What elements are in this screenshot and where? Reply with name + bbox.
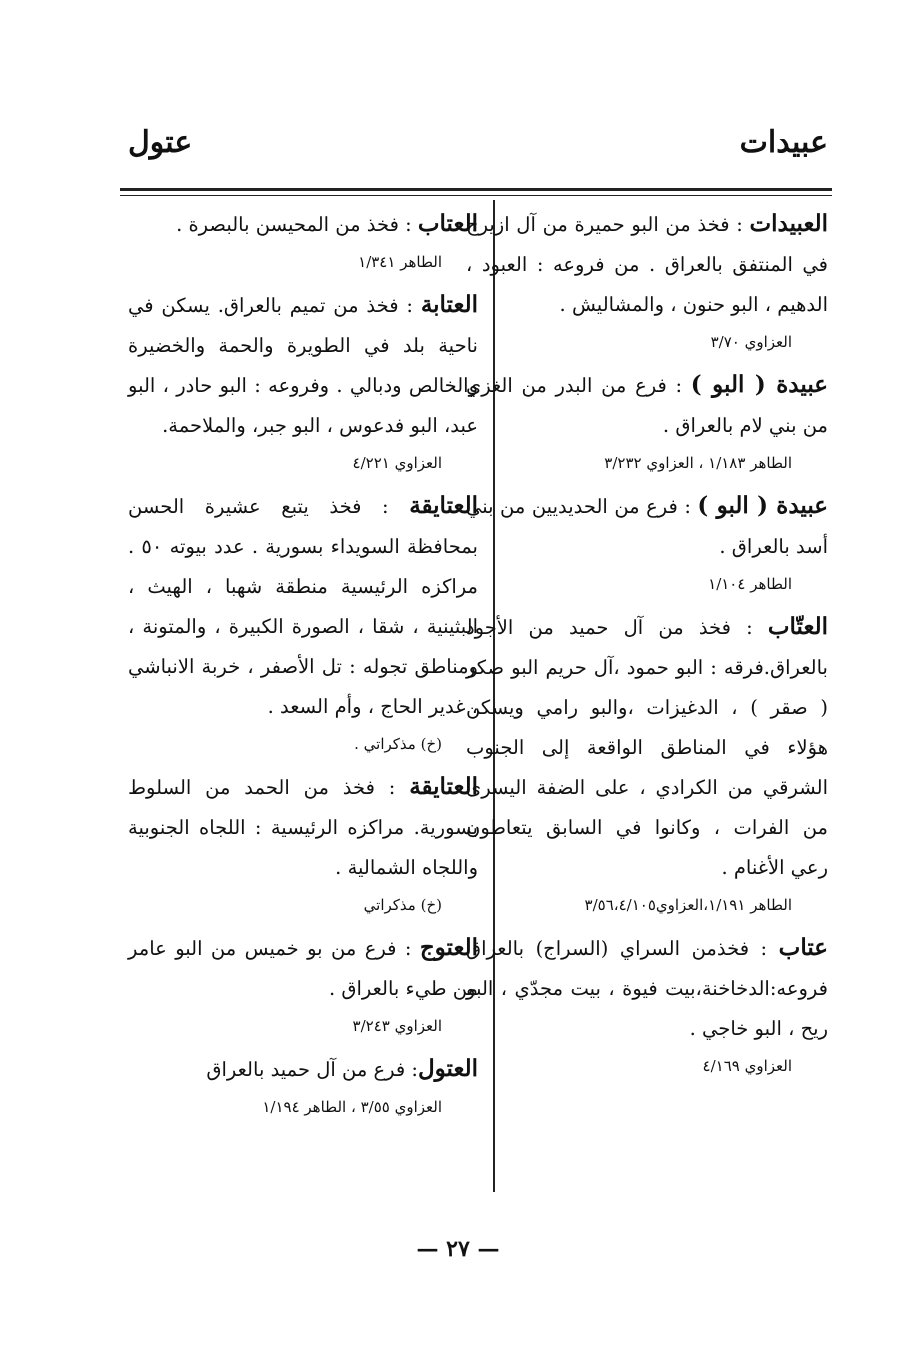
entry-text: : فخذ يتبع عشيرة الحسن بمحافظة السويداء بسورية . عدد بيوته ٥٠ . مراكزه الرئيسية منطقة شهبا ، الهيث ، البثينية ، شقا ، الصورة الكبيرة ، والمتونة ، ومناطق تجوله : تل الأصفر ، خربة الانباشي ، غدير الحاج ، وأم السعد . bbox=[128, 495, 478, 718]
entry bbox=[466, 607, 828, 922]
running-header-left: عتول bbox=[128, 125, 193, 160]
entry-source: الطاهر ١/١٨٣ ، العزاوي ٣/٢٣٢ bbox=[604, 454, 792, 472]
entry-term: عبيدة ( البو ) bbox=[690, 371, 828, 398]
entry-text: : فخذ من البو حميرة من آل ازيرج في المنتفق بالعراق . من فروعه : العبود ، الدهيم ، البو حنون ، والمشاليش . bbox=[466, 213, 828, 316]
entry-term: العتول bbox=[417, 1055, 478, 1082]
entry bbox=[128, 1049, 478, 1124]
entry bbox=[466, 204, 828, 359]
entry-term: العتايقة bbox=[409, 492, 478, 519]
entry bbox=[466, 928, 828, 1083]
entry bbox=[466, 365, 828, 480]
entry-source: العزاوي ٣/٥٥ ، الطاهر ١/١٩٤ bbox=[262, 1098, 442, 1116]
entry-term: العتابة bbox=[420, 291, 478, 318]
entry-source: (خ) مذكراتي bbox=[363, 896, 442, 914]
entry-text: : فرع من البدر من الغزي من بني لام بالعراق . bbox=[466, 374, 828, 437]
entry bbox=[128, 767, 478, 922]
entry bbox=[128, 285, 478, 480]
header-rule-thick bbox=[120, 188, 832, 191]
entry-term: العتاب bbox=[417, 210, 478, 237]
entry-source: العزاوي ٤/٢٢١ bbox=[352, 454, 442, 472]
entry-source: الطاهر ١/٣٤١ bbox=[358, 253, 442, 271]
entry bbox=[128, 928, 478, 1043]
entry-term: العتايقة bbox=[409, 773, 478, 800]
entry bbox=[128, 486, 478, 761]
entry-source: (خ) مذكراتي . bbox=[354, 735, 442, 753]
entry-source: العزاوي ٣/٢٤٣ bbox=[352, 1017, 442, 1035]
left-column bbox=[128, 204, 478, 1130]
entry-text: : فخذ من المحيسن بالبصرة . bbox=[176, 213, 418, 236]
entry-source: الطاهر ١/١٠٤ bbox=[708, 575, 792, 593]
entry bbox=[466, 486, 828, 601]
entry-text: : فخذ من الحمد من السلوط بسورية. مراكزه الرئيسية : اللجاه الجنوبية واللجاه الشمالية . bbox=[128, 776, 478, 879]
entry-term: العبيدات bbox=[749, 210, 828, 237]
entry bbox=[128, 204, 478, 279]
entry-source: الطاهر ١/١٩١،العزاوي٣/٥٦،٤/١٠٥ bbox=[584, 896, 792, 914]
entry-text: : فخذمن السراي (السراج) بالعراق فروعه:الدخاخنة،بيت فيوة ، بيت مجدّي ، البو ريح ، البو خاجي . bbox=[466, 937, 828, 1040]
entry-text: : فرع من آل حميد بالعراق bbox=[206, 1058, 418, 1081]
running-header-right: عبيدات bbox=[739, 125, 828, 160]
entry-term: عبيدة ( البو ) bbox=[697, 492, 829, 519]
entry-source: العزاوي ٤/١٦٩ bbox=[702, 1057, 792, 1075]
entry-text: : فخذ من تميم بالعراق. يسكن في ناحية بلد في الطويرة والحمة والخضيرة والخالص ودبالي . وفروعه : البو حادر ، البو عبد، البو فدعوس ، البو جبر، والملاحمة. bbox=[128, 294, 478, 437]
entry-term: عتاب bbox=[778, 934, 828, 961]
entry-term: العتوج bbox=[419, 934, 478, 961]
entry-text: : فرع من بو خميس من البو عامر من طيء بالعراق . bbox=[128, 937, 478, 1000]
header-rule-thin bbox=[120, 195, 832, 196]
entry-text: : فخذ من آل حميد من الأجود بالعراق.فرقه : البو حمود ،آل حريم البو صكر ( صقر ) ، الدغيزات ،والبو رامي ويسكن هؤلاء في المناطق الواقعة إلى الجنوب الشرقي من الكرادي ، على الضفة اليسرى من الفرات ، وكانوا في السابق يتعاطون رعي الأغنام . bbox=[466, 616, 828, 879]
page-number: — ٢٧ — bbox=[416, 1236, 500, 1262]
right-column bbox=[466, 204, 828, 1089]
entry-source: العزاوي ٣/٧٠ bbox=[710, 333, 792, 351]
entry-term: العتّاب bbox=[767, 613, 828, 640]
entry-text: : فرع من الحديديين من بني أسد بالعراق . bbox=[466, 495, 828, 558]
